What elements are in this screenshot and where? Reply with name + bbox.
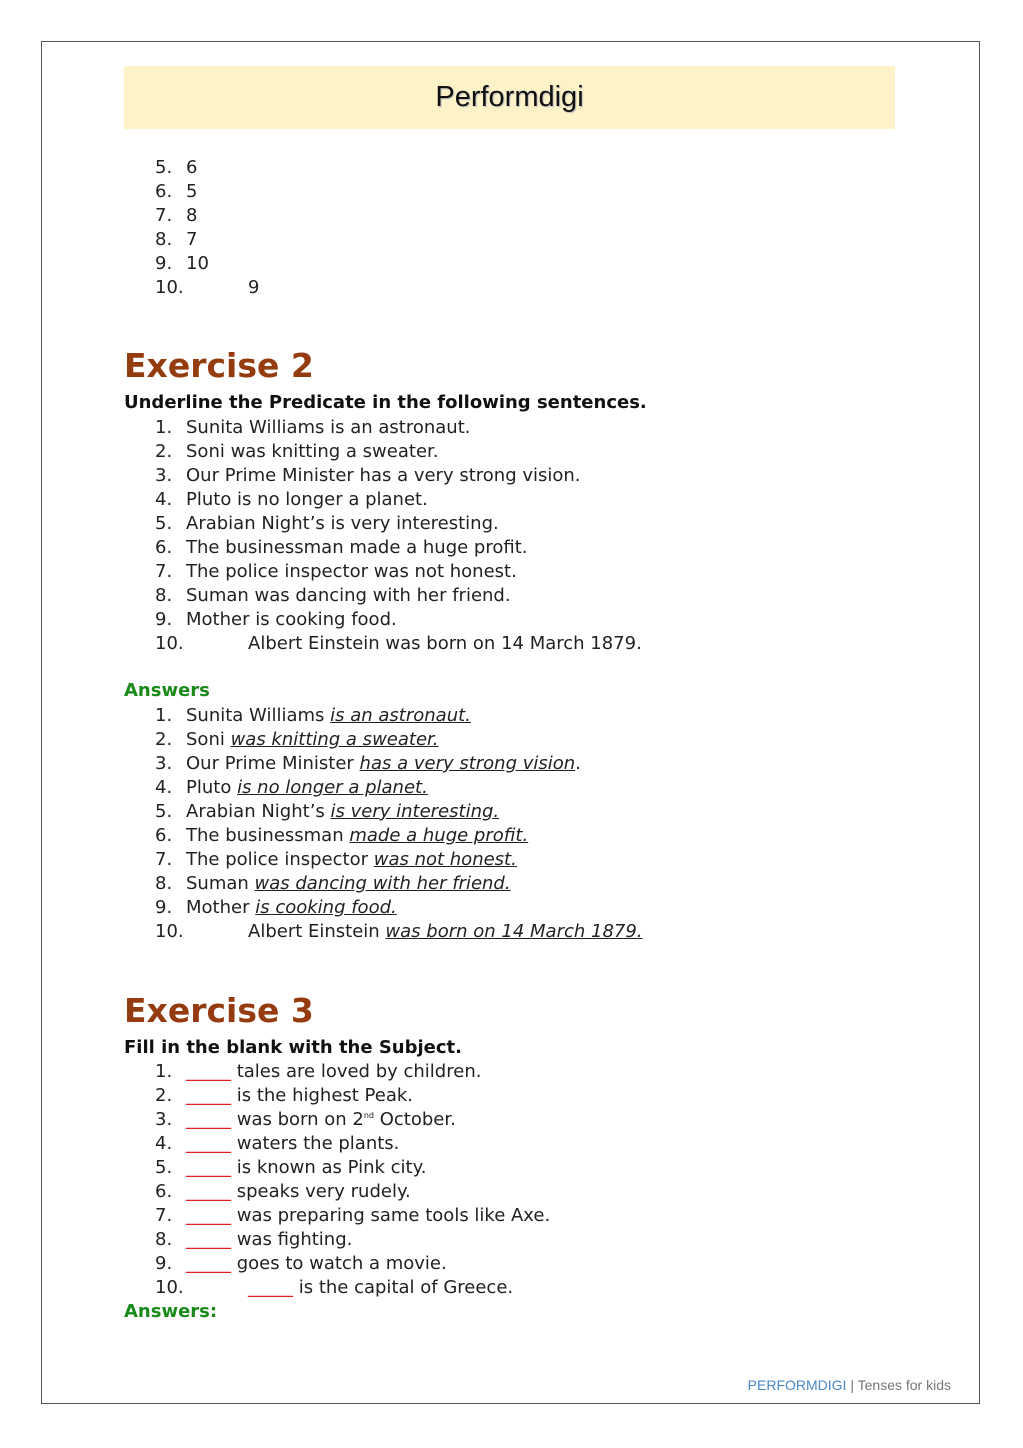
blank-line: _____ [186, 1085, 231, 1106]
ordinal-suffix: nd [363, 1111, 374, 1120]
predicate-underline: is no longer a planet. [237, 777, 428, 798]
blank-line: _____ [186, 1061, 231, 1082]
page-title: Performdigi [435, 81, 584, 113]
footer-separator: | [846, 1377, 858, 1393]
predicate-underline: was knitting a sweater. [230, 729, 439, 750]
exercise3-heading: Exercise 3 [124, 991, 314, 1030]
predicate-underline: is cooking food. [255, 897, 397, 918]
predicate-underline: has a very strong vision [359, 753, 576, 774]
predicate-underline: is very interesting. [330, 801, 500, 822]
page-frame [41, 41, 980, 1404]
predicate-underline: was not honest. [373, 849, 517, 870]
predicate-underline: was dancing with her friend. [254, 873, 511, 894]
blank-line: _____ [186, 1181, 231, 1202]
blank-line: _____ [186, 1157, 231, 1178]
blank-line: _____ [186, 1109, 231, 1130]
blank-line: _____ [186, 1205, 231, 1226]
predicate-underline: made a huge profit. [349, 825, 529, 846]
exercise2-heading: Exercise 2 [124, 346, 314, 385]
page-footer [748, 1377, 951, 1393]
predicate-underline: is an astronaut. [330, 705, 471, 726]
exercise3-answers-label: Answers: [124, 1301, 218, 1322]
footer-brand: PERFORMDIGI [747, 1377, 847, 1393]
blank-line: _____ [186, 1253, 231, 1274]
predicate-underline: was born on 14 March 1879. [385, 921, 643, 942]
footer-subtitle: Tenses for kids [857, 1377, 951, 1393]
header-banner [124, 66, 895, 129]
blank-line: _____ [186, 1229, 231, 1250]
exercise3-instruction: Fill in the blank with the Subject. [124, 1037, 463, 1058]
exercise2-instruction: Underline the Predicate in the following sentences. [124, 392, 647, 413]
exercise2-answers-label: Answers [124, 680, 210, 701]
blank-line: _____ [248, 1277, 293, 1298]
blank-line: _____ [186, 1133, 231, 1154]
